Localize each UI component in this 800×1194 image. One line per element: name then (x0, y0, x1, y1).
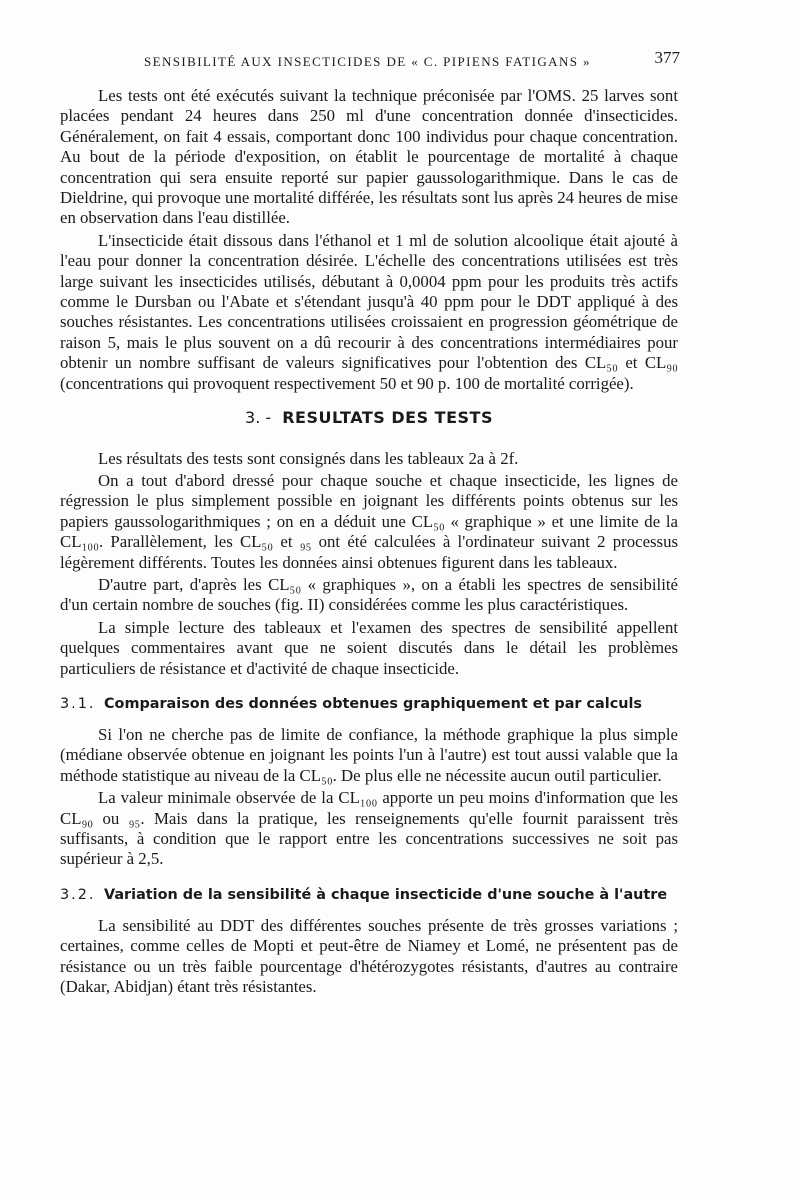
paragraph-results-intro: Les résultats des tests sont consignés dans les tableaux 2a à 2f. (98, 448, 519, 468)
subsection-title: Comparaison des données obtenues graphiquement et par calculs (104, 695, 642, 712)
subsection-number: 3.1. (60, 695, 96, 712)
subsection-title: Variation de la sensibilité à chaque insecticide d'une souche à l'autre (104, 886, 668, 903)
subsection-heading-3-1 (60, 695, 678, 713)
section-title: RESULTATS DES TESTS (282, 408, 493, 428)
subsection-heading-3-2 (60, 886, 678, 904)
paragraph-methods: Les tests ont été exécutés suivant la technique préconisée par l'OMS. 25 larves sont placées pendant 24 heures dans 250 ml d'une concentration donnée d'insecticides. Généralement, on fait 4 essais, comportant donc 100 individus pour chaque concentration. Au bout de la période d'exposition, on établit le pourcentage de mortalité à chaque concentration qui sera ensuite reporté sur papier gaussologarithmique. Dans le cas de Dieldrine, qui provoque une mortalité différée, les résultats sont lus après 24 heures de mise en observation dans l'eau distillée. (60, 86, 678, 228)
paragraph-spectra: D'autre part, d'après les CL₅₀ « graphiques », on a établi les spectres de sensibilité d'un certain nombre de souches (fig. II) considérées comme les plus caractéristiques. (60, 574, 678, 615)
page-number: 377 (654, 48, 680, 67)
paragraph-insecticide-preparation: L'insecticide était dissous dans l'éthanol et 1 ml de solution alcoolique était ajouté à l'eau pour donner la concentration désirée. L'échelle des concentrations utilisées est très large suivant les insecticides utilisés, débutant à 0,0004 ppm pour les produits très actifs comme le Dursban ou l'Abate et s'étendant jusqu'à 40 ppm pour le DDT appliqué à des souches résistantes. Les concentrations utilisées croissaient en progression géométrique de raison 5, mais le plus souvent on a dû recourir à des concentrations intermédiaires pour obtenir un nombre suffisant de valeurs significatives pour l'obtention des CL₅₀ et CL₉₀ (concentrations qui provoquent respectivement 50 et 90 p. 100 de mortalité corrigée). (60, 230, 678, 393)
paragraph-cl100: La valeur minimale observée de la CL₁₀₀ apporte un peu moins d'information que les CL₉₀ ou ₉₅. Mais dans la pratique, les renseignements qu'elle fournit paraissent très suffisants, à condition que le rapport entre les concentrations successives ne soit pas supérieur à 2,5. (60, 788, 678, 869)
paragraph-ddt-sensitivity: La sensibilité au DDT des différentes souches présente de très grosses variations ; certaines, comme celles de Mopti et peut-être de Niamey et Lomé, ne présentent pas de résistance ou un très faible pourcentage d'hétérozygotes résistants, d'autres au contraire (Dakar, Abidjan) étant très résistantes. (60, 915, 678, 997)
subsection-number: 3.2. (60, 886, 96, 903)
section-heading-3 (60, 408, 678, 428)
running-title: SENSIBILITÉ AUX INSECTICIDES DE « C. PIPIENS FATIGANS » (144, 54, 591, 69)
body-text (60, 86, 678, 997)
paragraph-regression-lines: On a tout d'abord dressé pour chaque souche et chaque insecticide, les lignes de régression le plus simplement possible en joignant les différents points obtenus sur les papiers gaussologarithmiques ; on en a déduit une CL₅₀ « graphique » et une limite de la CL₁₀₀. Parallèlement, les CL₅₀ et ₉₅ ont été calculées à l'ordinateur suivant 2 processus légèrement différents. Toutes les données ainsi obtenues figurent dans les tableaux. (60, 470, 678, 572)
paragraph-graphic-method: Si l'on ne cherche pas de limite de confiance, la méthode graphique la plus simple (médiane observée obtenue en joignant les points l'un à l'autre) est tout aussi valable que la méthode statistique au niveau de la CL₅₀. De plus elle ne nécessite aucun outil particulier. (60, 724, 678, 785)
paragraph-commentary: La simple lecture des tableaux et l'examen des spectres de sensibilité appellent quelques commentaires avant que ne soient discutés dans le détail les problèmes particuliers de résistance et d'activité de chaque insecticide. (60, 617, 678, 678)
section-number: 3. - (245, 408, 272, 428)
